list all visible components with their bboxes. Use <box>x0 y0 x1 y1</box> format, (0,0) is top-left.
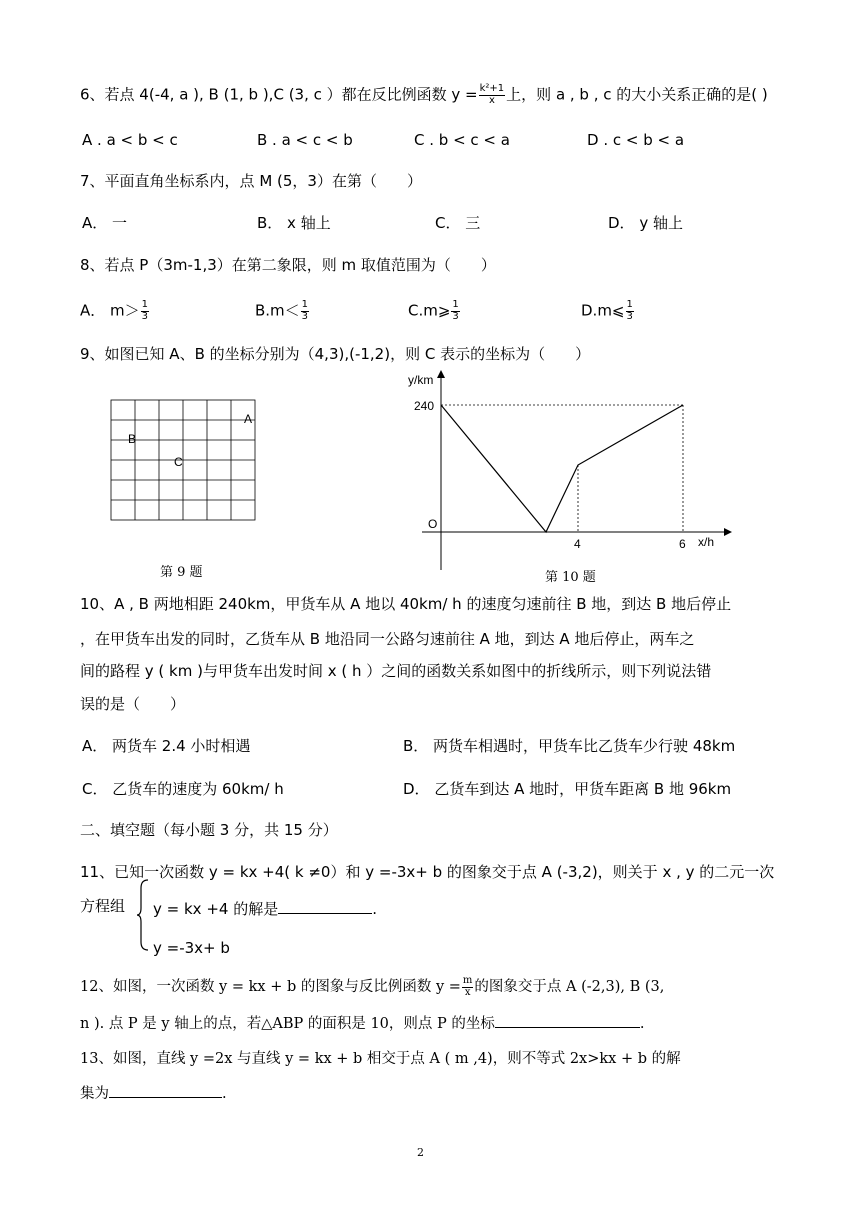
q7-option-b: B． x 轴上 <box>257 214 331 232</box>
q8-option-b <box>255 300 310 322</box>
q10-caption: 第 10 题 <box>545 570 596 585</box>
q12-fraction <box>462 976 473 998</box>
q11-equation-2: y =-3x+ b <box>153 939 230 957</box>
q11-equation-1 <box>153 899 377 917</box>
q10-line-1: 10、A , B 两地相距 240km，甲货车从 A 地以 40km/ h 的速度匀速前往 B 地，到达 B 地后停止 <box>80 595 732 613</box>
q10-option-c: C． 乙货车的速度为 60km/ h <box>82 780 284 798</box>
q10-polyline <box>441 405 683 532</box>
q13-period: . <box>222 1086 227 1102</box>
q8-option-b-frac <box>301 300 309 322</box>
q10-option-d: D． 乙货车到达 A 地时，甲货车距离 B 地 96km <box>403 780 732 798</box>
q10-option-b: B． 两货车相遇时，甲货车比乙货车少行驶 48km <box>403 737 736 755</box>
q6-option-d: D . c < b < a <box>587 131 685 149</box>
q6-stem-b: 上，则 a , b , c 的大小关系正确的是( ) <box>506 85 768 104</box>
q6-frac-num: k²+1 <box>479 83 505 94</box>
q8-option-d <box>581 300 635 322</box>
q8-option-d-den: 3 <box>626 310 633 322</box>
q12-line-2-text: n ). 点 P 是 y 轴上的点，若△ABP 的面积是 10，则点 P 的坐标 <box>80 1016 495 1032</box>
q6-option-c: C . b < c < a <box>414 131 510 149</box>
q10-line-3: 间的路程 y ( km )与甲货车出发时间 x ( h ）之间的函数关系如图中的折线所示，则下列说法错 <box>80 662 712 680</box>
q9-label-c: C <box>174 455 183 469</box>
q7-option-d: D． y 轴上 <box>608 214 683 232</box>
q8-option-c <box>408 300 461 322</box>
q11-line-1: 11、已知一次函数 y = kx +4( k ≠0）和 y =-3x+ b 的图象交于点 A (-3,2)，则关于 x , y 的二元一次 <box>80 863 775 881</box>
q10-x-tick-6: 6 <box>679 537 686 551</box>
q7-option-a: A． 一 <box>82 214 128 232</box>
q6-frac-den: x <box>488 94 495 106</box>
q9-grid-lines <box>111 400 255 520</box>
q8-option-a <box>80 300 150 322</box>
q10-graph-figure <box>400 362 740 577</box>
q10-line-4: 误的是（ ） <box>80 695 186 713</box>
q6-stem <box>80 84 768 106</box>
q10-y-tick-240: 240 <box>414 399 435 413</box>
q8-option-b-num: 1 <box>301 299 309 310</box>
q12-line-1b: 的图象交于点 A (-2,3), B (3, <box>474 979 665 995</box>
q8-option-d-prefix: D.m⩽ <box>581 301 625 320</box>
q6-fraction <box>479 84 506 106</box>
q10-line-2: ，在甲货车出发的同时，乙货车从 B 地沿同一公路匀速前往 A 地，到达 A 地后停止，两车之 <box>80 630 695 648</box>
q10-option-a: A． 两货车 2.4 小时相遇 <box>82 737 251 755</box>
q7-stem: 7、平面直角坐标系内，点 M (5，3）在第（ ） <box>80 172 422 190</box>
q8-option-c-num: 1 <box>452 299 459 310</box>
q9-caption: 第 9 题 <box>160 565 203 580</box>
q13-line-2-text: 集为 <box>80 1086 109 1102</box>
q12-answer-blank <box>495 1014 640 1028</box>
q11-answer-blank <box>278 899 372 914</box>
q13-line-2 <box>80 1084 227 1102</box>
q11-brace-icon <box>136 878 150 952</box>
q9-label-b: B <box>128 432 137 446</box>
q12-period: . <box>639 1016 645 1032</box>
q8-option-a-frac <box>141 300 149 322</box>
q11-eq1-text: y = kx +4 的解是 <box>153 900 279 918</box>
q8-option-c-prefix: C.m⩾ <box>408 301 451 320</box>
q12-line-1a: 12、如图，一次函数 y = kx + b 的图象与反比例函数 y = <box>80 979 461 995</box>
q8-option-c-frac <box>451 300 459 322</box>
q12-frac-num: m <box>462 975 473 986</box>
q8-option-c-den: 3 <box>452 310 459 322</box>
q8-stem: 8、若点 P（3m-1,3）在第二象限，则 m 取值范围为（ ） <box>80 256 496 274</box>
q11-period: . <box>372 900 377 918</box>
page-number: 2 <box>417 1146 424 1159</box>
q8-option-a-num: 1 <box>141 299 149 310</box>
q9-label-a: A <box>244 412 253 426</box>
q10-y-label: y/km <box>408 373 434 387</box>
q9-stem: 9、如图已知 A、B 的坐标分别为（4,3),(-1,2)，则 C 表示的坐标为（ ） <box>80 345 591 363</box>
q7-option-c: C． 三 <box>435 214 481 232</box>
q6-option-b: B . a < c < b <box>257 131 353 149</box>
q8-option-b-prefix: B.m＜ <box>255 301 300 320</box>
q10-origin: O <box>428 517 438 531</box>
q12-frac-den: x <box>464 986 471 998</box>
section-2-heading: 二、填空题（每小题 3 分，共 15 分） <box>80 821 338 839</box>
q13-answer-blank <box>109 1084 222 1098</box>
q10-x-label: x/h <box>698 535 715 549</box>
q11-lead: 方程组 <box>80 897 126 915</box>
q9-grid-figure <box>105 394 275 534</box>
q6-option-a: A . a < b < c <box>82 131 178 149</box>
q8-option-a-den: 3 <box>141 310 149 322</box>
q6-stem-a: 6、若点 4(-4, a ), B (1, b ),C (3, c ）都在反比例函数 y = <box>80 85 478 104</box>
q8-option-d-num: 1 <box>626 299 633 310</box>
q8-option-d-frac <box>626 300 634 322</box>
q12-line-1 <box>80 976 664 998</box>
q10-x-tick-4: 4 <box>574 537 581 551</box>
q8-option-a-prefix: A． m＞ <box>80 301 140 320</box>
q13-line-1: 13、如图，直线 y =2x 与直线 y = kx + b 相交于点 A ( m ,4)，则不等式 2x>kx + b 的解 <box>80 1051 681 1067</box>
q8-option-b-den: 3 <box>301 310 309 322</box>
q12-line-2 <box>80 1014 645 1032</box>
